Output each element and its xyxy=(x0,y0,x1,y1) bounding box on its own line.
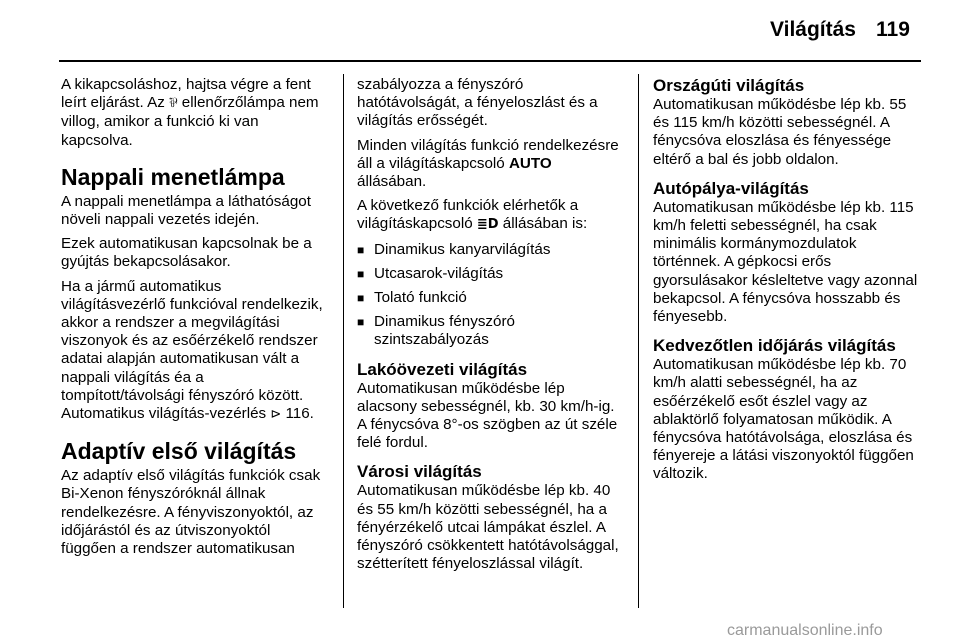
column-divider-1 xyxy=(343,74,344,608)
list-item: ■ Dinamikus kanyarvilágítás xyxy=(357,240,551,258)
column-3 xyxy=(653,76,921,490)
list-item: ■ Utcasarok-világítás xyxy=(357,264,504,282)
bullet-square-icon: ■ xyxy=(357,266,365,281)
paragraph: Ezek automatikusan kapcsolnak be a gyújtás bekapcsolásakor. xyxy=(61,235,312,271)
section-heading-adaptiv: Adaptív első világítás xyxy=(61,438,297,465)
subheading-autopalya: Autópálya-világítás xyxy=(653,178,809,198)
section-heading-nappali: Nappali menetlámpa xyxy=(61,163,285,190)
paragraph: szabályozza a fényszóró hatótávolságát, a fényeloszlást és a világítás erősségét. xyxy=(357,76,598,130)
page-number: 119 xyxy=(876,18,910,41)
paragraph: Automatikusan működésbe lép kb. 40 és 55 km/h közötti sebességnél, ha a fényérzékelő utcai lámpákat észlel. A fényszóró csökkentett hatótávolsággal, szétterített fényeloszlással világít. xyxy=(357,482,619,573)
paragraph: Automatikusan működésbe lép kb. 55 és 115 km/h közötti sebességnél. A fénycsóva eloszlása és fényessége eltérő a bal és jobb oldalon. xyxy=(653,96,907,168)
headlight-switch-icon: ≣D xyxy=(476,217,499,233)
bullet-square-icon: ■ xyxy=(357,242,365,257)
watermark: carmanualsonline.info xyxy=(727,622,883,639)
list-item: ■ Tolató funkció xyxy=(357,289,467,307)
subheading-kedvezotlen: Kedvezőtlen időjárás világítás xyxy=(653,336,896,356)
header-divider xyxy=(59,60,921,62)
page-reference-arrow-icon: ⊳ xyxy=(270,407,282,423)
paragraph: Minden világítás funkció rendelkezésre áll a világításkapcsoló AUTO állásában. xyxy=(357,136,619,191)
paragraph: A nappali menetlámpa a láthatóságot növeli nappali vezetés idején. xyxy=(61,192,311,229)
intro-paragraph: A kikapcsoláshoz, hajtsa végre a fent leírt eljárást. Az ⅌ ellenőrzőlámpa nem villog, amikor a funkció ki van kapcsolva. xyxy=(61,76,319,149)
paragraph: Az adaptív első világítás funkciók csak Bi-Xenon fényszóróknál állnak rendelkezésre. A fényviszonyoktól, az időjárástól és az útviszonyoktól függően a rendszer automatikusan xyxy=(61,467,321,558)
column-divider-2 xyxy=(638,74,639,608)
paragraph: Automatikusan működésbe lép alacsony sebességnél, kb. 30 km/h-ig. A fénycsóva 8°-os szögben az út széle felé fordul. xyxy=(357,379,618,452)
column-1 xyxy=(61,76,329,564)
list-item: ■ Dinamikus fényszóró szintszabályozás xyxy=(357,313,515,349)
subheading-lakoovezeti: Lakóövezeti világítás xyxy=(357,359,528,379)
paragraph: A következő funkciók elérhetők a világításkapcsoló ≣D állásában is: xyxy=(357,197,588,233)
column-2 xyxy=(357,76,625,579)
paragraph: Ha a jármű automatikus világításvezérlő funkcióval rendelkezik, akkor a rendszer a megvilágítási viszonyok és az esőérzékelő rendszer adatai alapján automatikusan vált a nappali világítás éa a tompított/távolsági fényszóró között. Automatikus világítás-vezérlés ⊳ 116. xyxy=(61,277,323,423)
subheading-varosi: Városi világítás xyxy=(357,462,482,482)
feature-list xyxy=(357,241,625,350)
bullet-square-icon: ■ xyxy=(357,315,365,330)
paragraph: Automatikusan működésbe lép kb. 115 km/h feletti sebességnél, ha csak minimális kormánymozdulatok történnek. A gépkocsi erős gyorsulásakor késleltetve vagy azonnal bekapcsol. A fénycsóva hosszabb és fényesebb. xyxy=(653,198,918,326)
page-reference[interactable]: 116. xyxy=(281,405,314,423)
auto-switch-label: AUTO xyxy=(508,154,552,172)
bullet-square-icon: ■ xyxy=(357,291,365,306)
page-title: Világítás xyxy=(770,18,856,41)
paragraph: Automatikusan működésbe lép kb. 70 km/h alatti sebességnél, ha az esőérzékelő esőt észlel vagy az ablaktörlő folyamatosan működik. A fénycsóva hatótávolsága, eloszlása és fényereje a látási viszonyoktól függően változik. xyxy=(653,356,914,483)
subheading-orszaguti: Országúti világítás xyxy=(653,76,805,95)
indicator-lamp-icon: ⅌ xyxy=(169,96,178,112)
